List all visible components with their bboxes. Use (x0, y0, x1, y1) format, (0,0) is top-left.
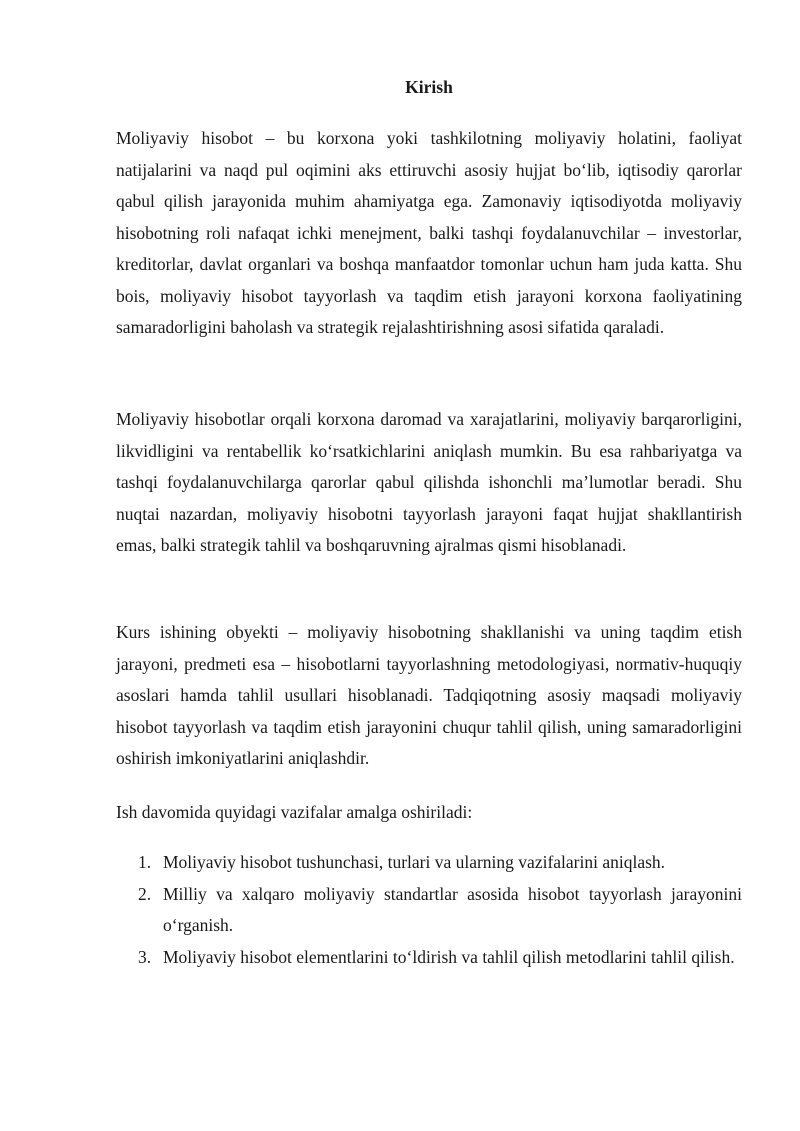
list-item (116, 847, 742, 879)
list-item-number: 3. (138, 946, 152, 967)
paragraph-reports: Moliyaviy hisobotlar orqali korxona daromad va xarajatlarini, moliyaviy barqarorligini, likvidligini va rentabellik ko‘rsatkichlarini aniqlash mumkin. Bu esa rahbariyatga va tashqi foydalanuvchilarga qarorlar qabul qilishda ishonchli ma’lumotlar beradi. Shu nuqtai nazardan, moliyaviy hisobotni tayyorlash jarayoni faqat hujjat shakllantirish emas, balki strategik tahlil va boshqaruvning ajralmas qismi hisoblanadi. (116, 409, 742, 555)
list-item-text: Milliy va xalqaro moliyaviy standartlar asosida hisobot tayyorlash jarayonini o‘rganish. (163, 883, 742, 935)
page-title: Kirish (405, 77, 453, 97)
list-item-number: 1. (138, 852, 152, 872)
list-item-text: Moliyaviy hisobot tushunchasi, turlari va ularning vazifalarini aniqlash. (163, 852, 666, 872)
list-item (116, 942, 742, 974)
tasks-list (116, 847, 742, 973)
list-item (116, 879, 742, 942)
paragraph-intro: Moliyaviy hisobot – bu korxona yoki tashkilotning moliyaviy holatini, faoliyat natijalarini va naqd pul oqimini aks ettiruvchi asosiy hujjat bo‘lib, iqtisodiy qarorlar qabul qilish jarayonida muhim ahamiyatga ega. Zamonaviy iqtisodiyotda moliyaviy hisobotning roli nafaqat ichki menejment, balki tashqi foydalanuvchilar – investorlar, kreditorlar, davlat organlari va boshqa manfaatdor tomonlar uchun ham juda katta. Shu bois, moliyaviy hisobot tayyorlash va taqdim etish jarayoni korxona faoliyatining samaradorligini baholash va strategik rejalashtirishning asosi sifatida qaraladi. (116, 128, 742, 337)
paragraph-tasks-intro: Ish davomida quyidagi vazifalar amalga oshiriladi: (116, 802, 473, 822)
paragraph-object-subject: Kurs ishining obyekti – moliyaviy hisobotning shakllanishi va uning taqdim etish jarayoni, predmeti esa – hisobotlarni tayyorlashning metodologiyasi, normativ-huquqiy asoslari hamda tahlil usullari hisoblanadi. Tadqiqotning asosiy maqsadi moliyaviy hisobot tayyorlash va taqdim etish jarayonini chuqur tahlil qilish, uning samaradorligini oshirish imkoniyatlarini aniqlashdir. (116, 622, 742, 768)
list-item-text: Moliyaviy hisobot elementlarini to‘ldirish va tahlil qilish metodlarini tahlil qilish. (163, 946, 735, 967)
list-item-number: 2. (138, 883, 152, 904)
